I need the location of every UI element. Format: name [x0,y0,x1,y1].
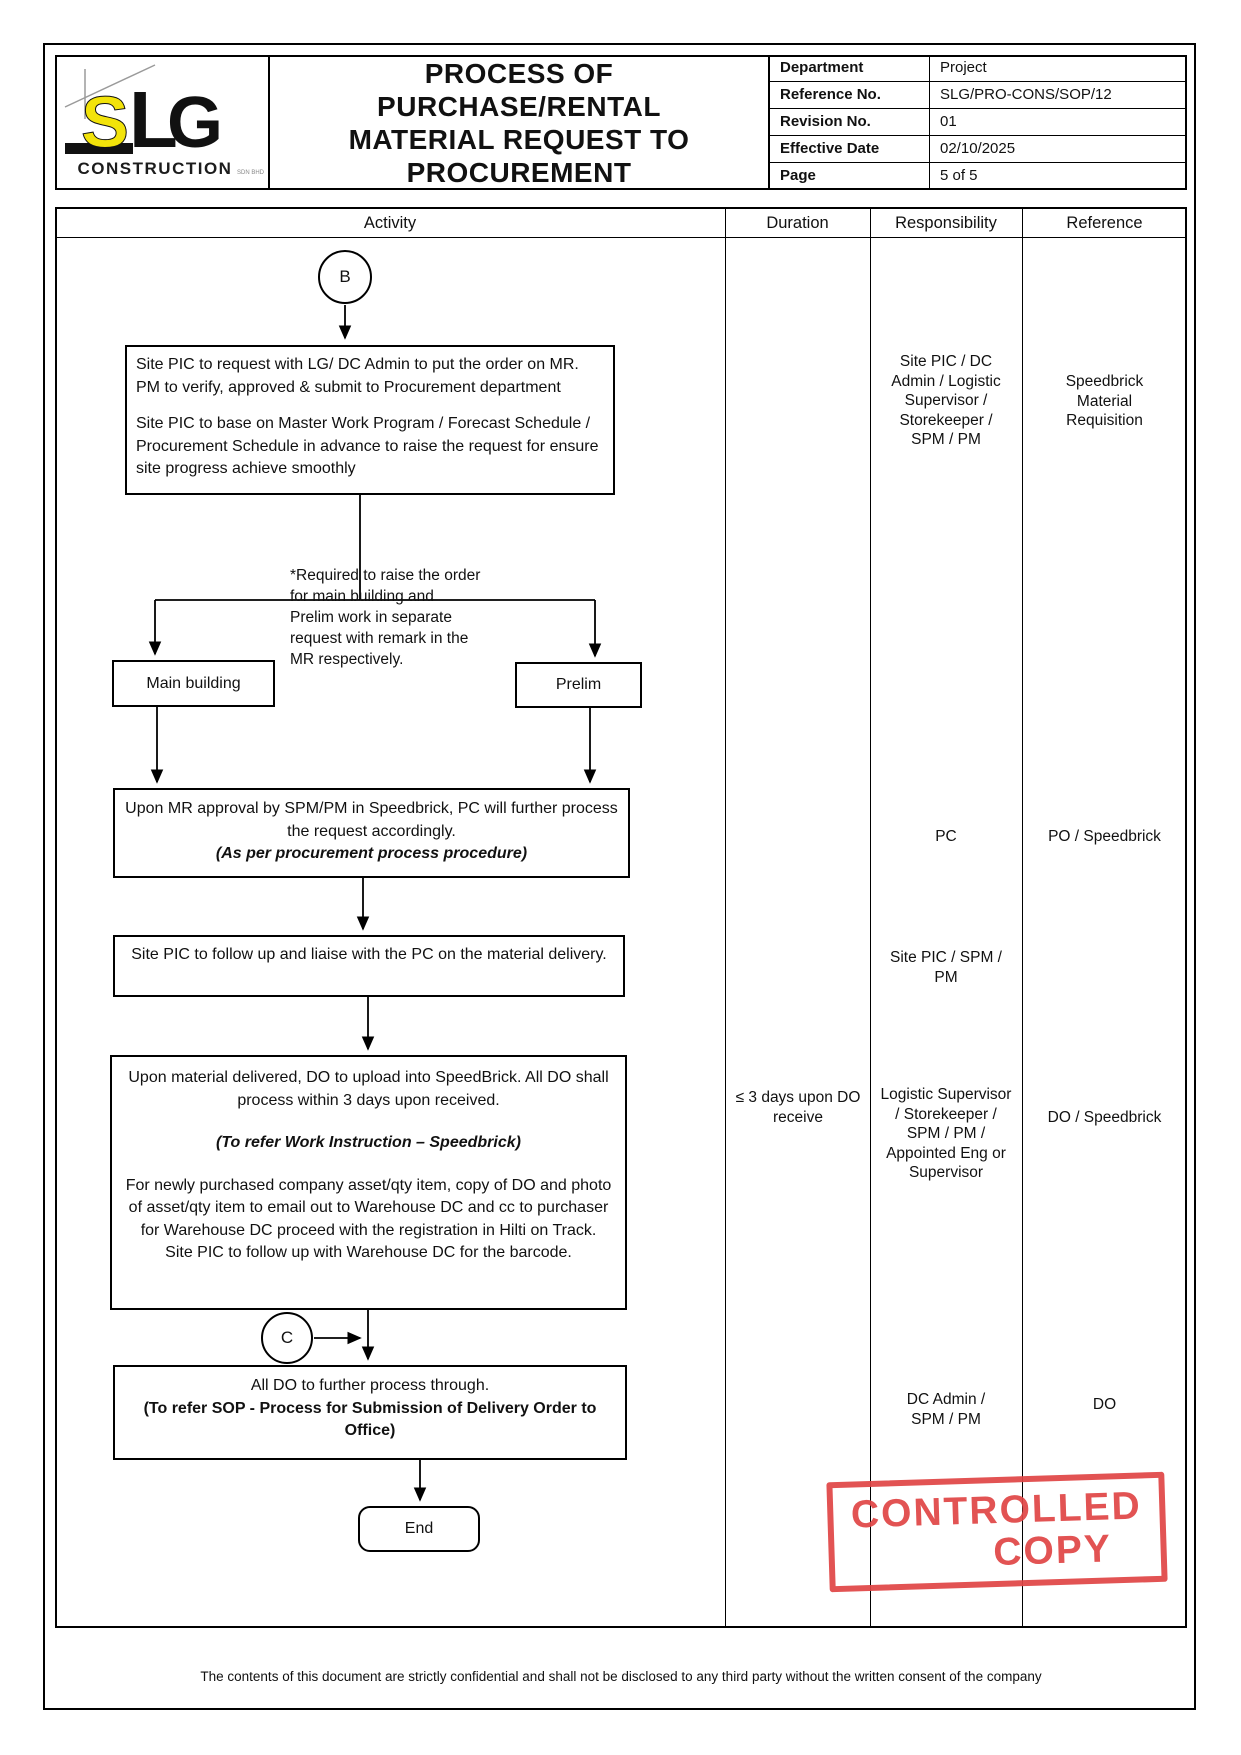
title-line-4: PROCUREMENT [406,156,632,188]
end-label: End [404,1520,434,1537]
reference-row2: PO / Speedbrick [1048,828,1161,845]
stamp-line-1: CONTROLLED [850,1484,1143,1537]
logo-letter-s: S [81,83,130,163]
flow-box-do-upload-p2: (To refer Work Instruction – Speedbrick) [216,1134,521,1151]
flow-box-do-upload [110,1055,627,1310]
flow-box-mr-approval-text: Upon MR approval by SPM/PM in Speedbrick, PC will further process the request accordingly. [125,800,618,840]
duration-row4: ≤ 3 days upon DO receive [735,1089,861,1126]
company-logo [55,55,270,190]
logo-suffix: SDN BHD [237,170,265,176]
title-line-1: PROCESS OF [424,57,614,89]
flow-box-do-process-text: All DO to further process through. [250,1377,490,1394]
responsibility-row2: PC [935,828,957,845]
spacer [125,1155,612,1175]
flow-box-do-process [113,1365,627,1460]
flow-box-mr-approval-note: (As per procurement process procedure) [215,845,528,862]
flow-box-request-mr [125,345,615,495]
flow-box-main-building: Main building [112,660,275,707]
column-divider-3 [1022,207,1023,1628]
title-line-3: MATERIAL REQUEST TO [348,123,690,155]
column-header-duration: Duration [766,214,829,232]
branch-note: *Required to raise the order for main building and Prelim work in separate request with remark in the MR respectively. [290,567,481,668]
slg-logo-icon [55,55,270,190]
connector-c-circle [261,1312,313,1364]
info-value-department: Project [930,55,1187,82]
flow-box-mr-approval [113,788,630,878]
reference-row4: DO / Speedbrick [1047,1109,1162,1126]
info-label-effective-date: Effective Date [770,136,930,163]
flow-box-do-upload-p3: For newly purchased company asset/qty item, copy of DO and photo of asset/qty item to email out to Warehouse DC and cc to purchaser for Warehouse DC proceed with the registration in Hilti on Track. Site PIC to follow up with Warehouse DC for the barcode. [125,1176,612,1261]
info-value-page: 5 of 5 [940,167,978,184]
connector-c-label: C [280,1328,294,1347]
end-node [358,1506,480,1552]
flow-box-request-mr-p1: Site PIC to request with LG/ DC Admin to put the order on MR. PM to verify, approved & submit to Procurement department [136,356,579,396]
flow-box-do-process-note: (To refer SOP - Process for Submission of Delivery Order to Office) [143,1399,597,1439]
logo-letter-l: L [129,75,178,164]
responsibility-row3: Site PIC / SPM / PM [890,949,1002,986]
column-header-responsibility: Responsibility [895,214,997,232]
confidentiality-footer: The contents of this document are strictly confidential and shall not be disclosed to any third party without the written consent of the company [200,1669,1042,1684]
column-header-reference: Reference [1066,214,1143,232]
column-header-activity: Activity [363,214,417,232]
spacer [125,1112,612,1132]
info-value-effective-date: 02/10/2025 [930,136,1187,163]
flow-box-follow-up: Site PIC to follow up and liaise with the PC on the material delivery. [113,935,625,997]
logo-letter-g: G [167,83,224,163]
info-value-revision-no: 01 [930,109,1187,136]
flow-box-do-upload-p1: Upon material delivered, DO to upload into SpeedBrick. All DO shall process within 3 days upon received. [128,1069,609,1109]
info-value-reference-no: SLG/PRO-CONS/SOP/12 [930,82,1187,109]
connector-b-label: B [339,267,351,286]
responsibility-row5: DC Admin / SPM / PM [906,1391,986,1428]
column-divider-1 [725,207,726,1628]
responsibility-row4: Logistic Supervisor / Storekeeper / SPM / PM / Appointed Eng or Supervisor [880,1086,1012,1181]
controlled-copy-stamp [826,1472,1167,1593]
logo-name: CONSTRUCTION [77,159,233,178]
info-label-reference-no: Reference No. [770,82,930,109]
flow-box-request-mr-p2: Site PIC to base on Master Work Program / Forecast Schedule / Procurement Schedule in advance to raise the request for ensure site progress achieve smoothly [136,415,599,477]
flow-box-prelim: Prelim [515,662,642,708]
column-divider-2 [870,207,871,1628]
connector-b-circle [318,250,372,304]
responsibility-row1: Site PIC / DC Admin / Logistic Supervisor / Storekeeper / SPM / PM [891,353,1001,448]
reference-row5: DO [1092,1396,1117,1413]
stamp-line-2: COPY [992,1527,1113,1575]
info-label-department: Department [770,55,930,82]
title-line-2: PURCHASE/RENTAL [377,90,661,122]
spacer [136,399,604,413]
document-info-table [768,55,1187,190]
info-label-page: Page [770,163,930,190]
info-label-revision-no: Revision No. [770,109,930,136]
document-title [270,55,768,190]
reference-row1: Speedbrick Material Requisition [1065,373,1144,429]
